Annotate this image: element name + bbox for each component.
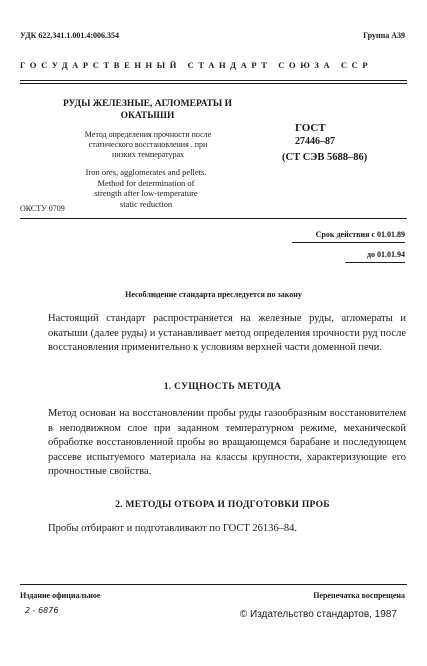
state-standard-title: ГОСУДАРСТВЕННЫЙ СТАНДАРТ СОЮЗА ССР <box>20 60 373 70</box>
validity-from: Срок действия с 01.01.89 <box>315 230 405 239</box>
intro-paragraph: Настоящий стандарт распространяется на железные руды, агломераты и окатыши (далее руды) и устанавливает метод определения прочности руд после восстановления применительно к условиям верхней части доменной печи. <box>48 313 406 353</box>
section-2-text: Пробы отбирают и подготавливают по ГОСТ 26136–84. <box>48 523 298 534</box>
validity-underline-1 <box>292 242 405 243</box>
udk-code: УДК 622.341.1.001.4:006.354 <box>20 31 120 40</box>
document-subtitle: Метод определения прочности после статического восстановления . при низких температурах <box>84 130 212 159</box>
group-code: Группа А39 <box>363 31 405 40</box>
st-sev-number: (СТ СЭВ 5688–86) <box>282 152 368 163</box>
section-2-heading: 2. МЕТОДЫ ОТБОРА И ПОДГОТОВКИ ПРОБ <box>115 500 330 510</box>
handwritten-number: 2 - 6876 <box>25 606 59 615</box>
reprint-prohibited: Перепечатка воспрещена <box>313 591 405 600</box>
header-divider-2 <box>20 83 407 84</box>
english-title: Iron ores, agglomerates and pellets. Method for determination of strength after low-temperature static reduction <box>85 167 207 209</box>
copyright: © Издательство стандартов, 1987 <box>239 609 397 620</box>
section-1-heading: 1. СУЩНОСТЬ МЕТОДА <box>163 382 282 392</box>
official-edition: Издание официальное <box>20 591 101 600</box>
gost-number: 27446–87 <box>295 136 335 147</box>
footer-divider <box>20 584 407 585</box>
section-1-text: Метод основан на восстановлении пробы руды газообразным восстановителем в неподвижном слое при заданном температурном режиме, механической обработке восстановленной пробы во вращающемся барабане и последующем рассеве испытуемого материала на классы крупности, характеризующие его прочностные свойства. <box>48 408 406 477</box>
law-notice: Несоблюдение стандарта преследуется по закону <box>125 290 302 299</box>
document-title: РУДЫ ЖЕЛЕЗНЫЕ, АГЛОМЕРАТЫ И ОКАТЫШИ <box>62 99 233 121</box>
title-block-divider <box>20 218 407 219</box>
gost-label: ГОСТ <box>295 122 326 134</box>
validity-to: до 01.01.94 <box>366 250 405 259</box>
okstu-code: ОКСТУ 0709 <box>20 204 65 213</box>
header-divider <box>20 80 407 81</box>
validity-underline-2 <box>345 262 405 263</box>
